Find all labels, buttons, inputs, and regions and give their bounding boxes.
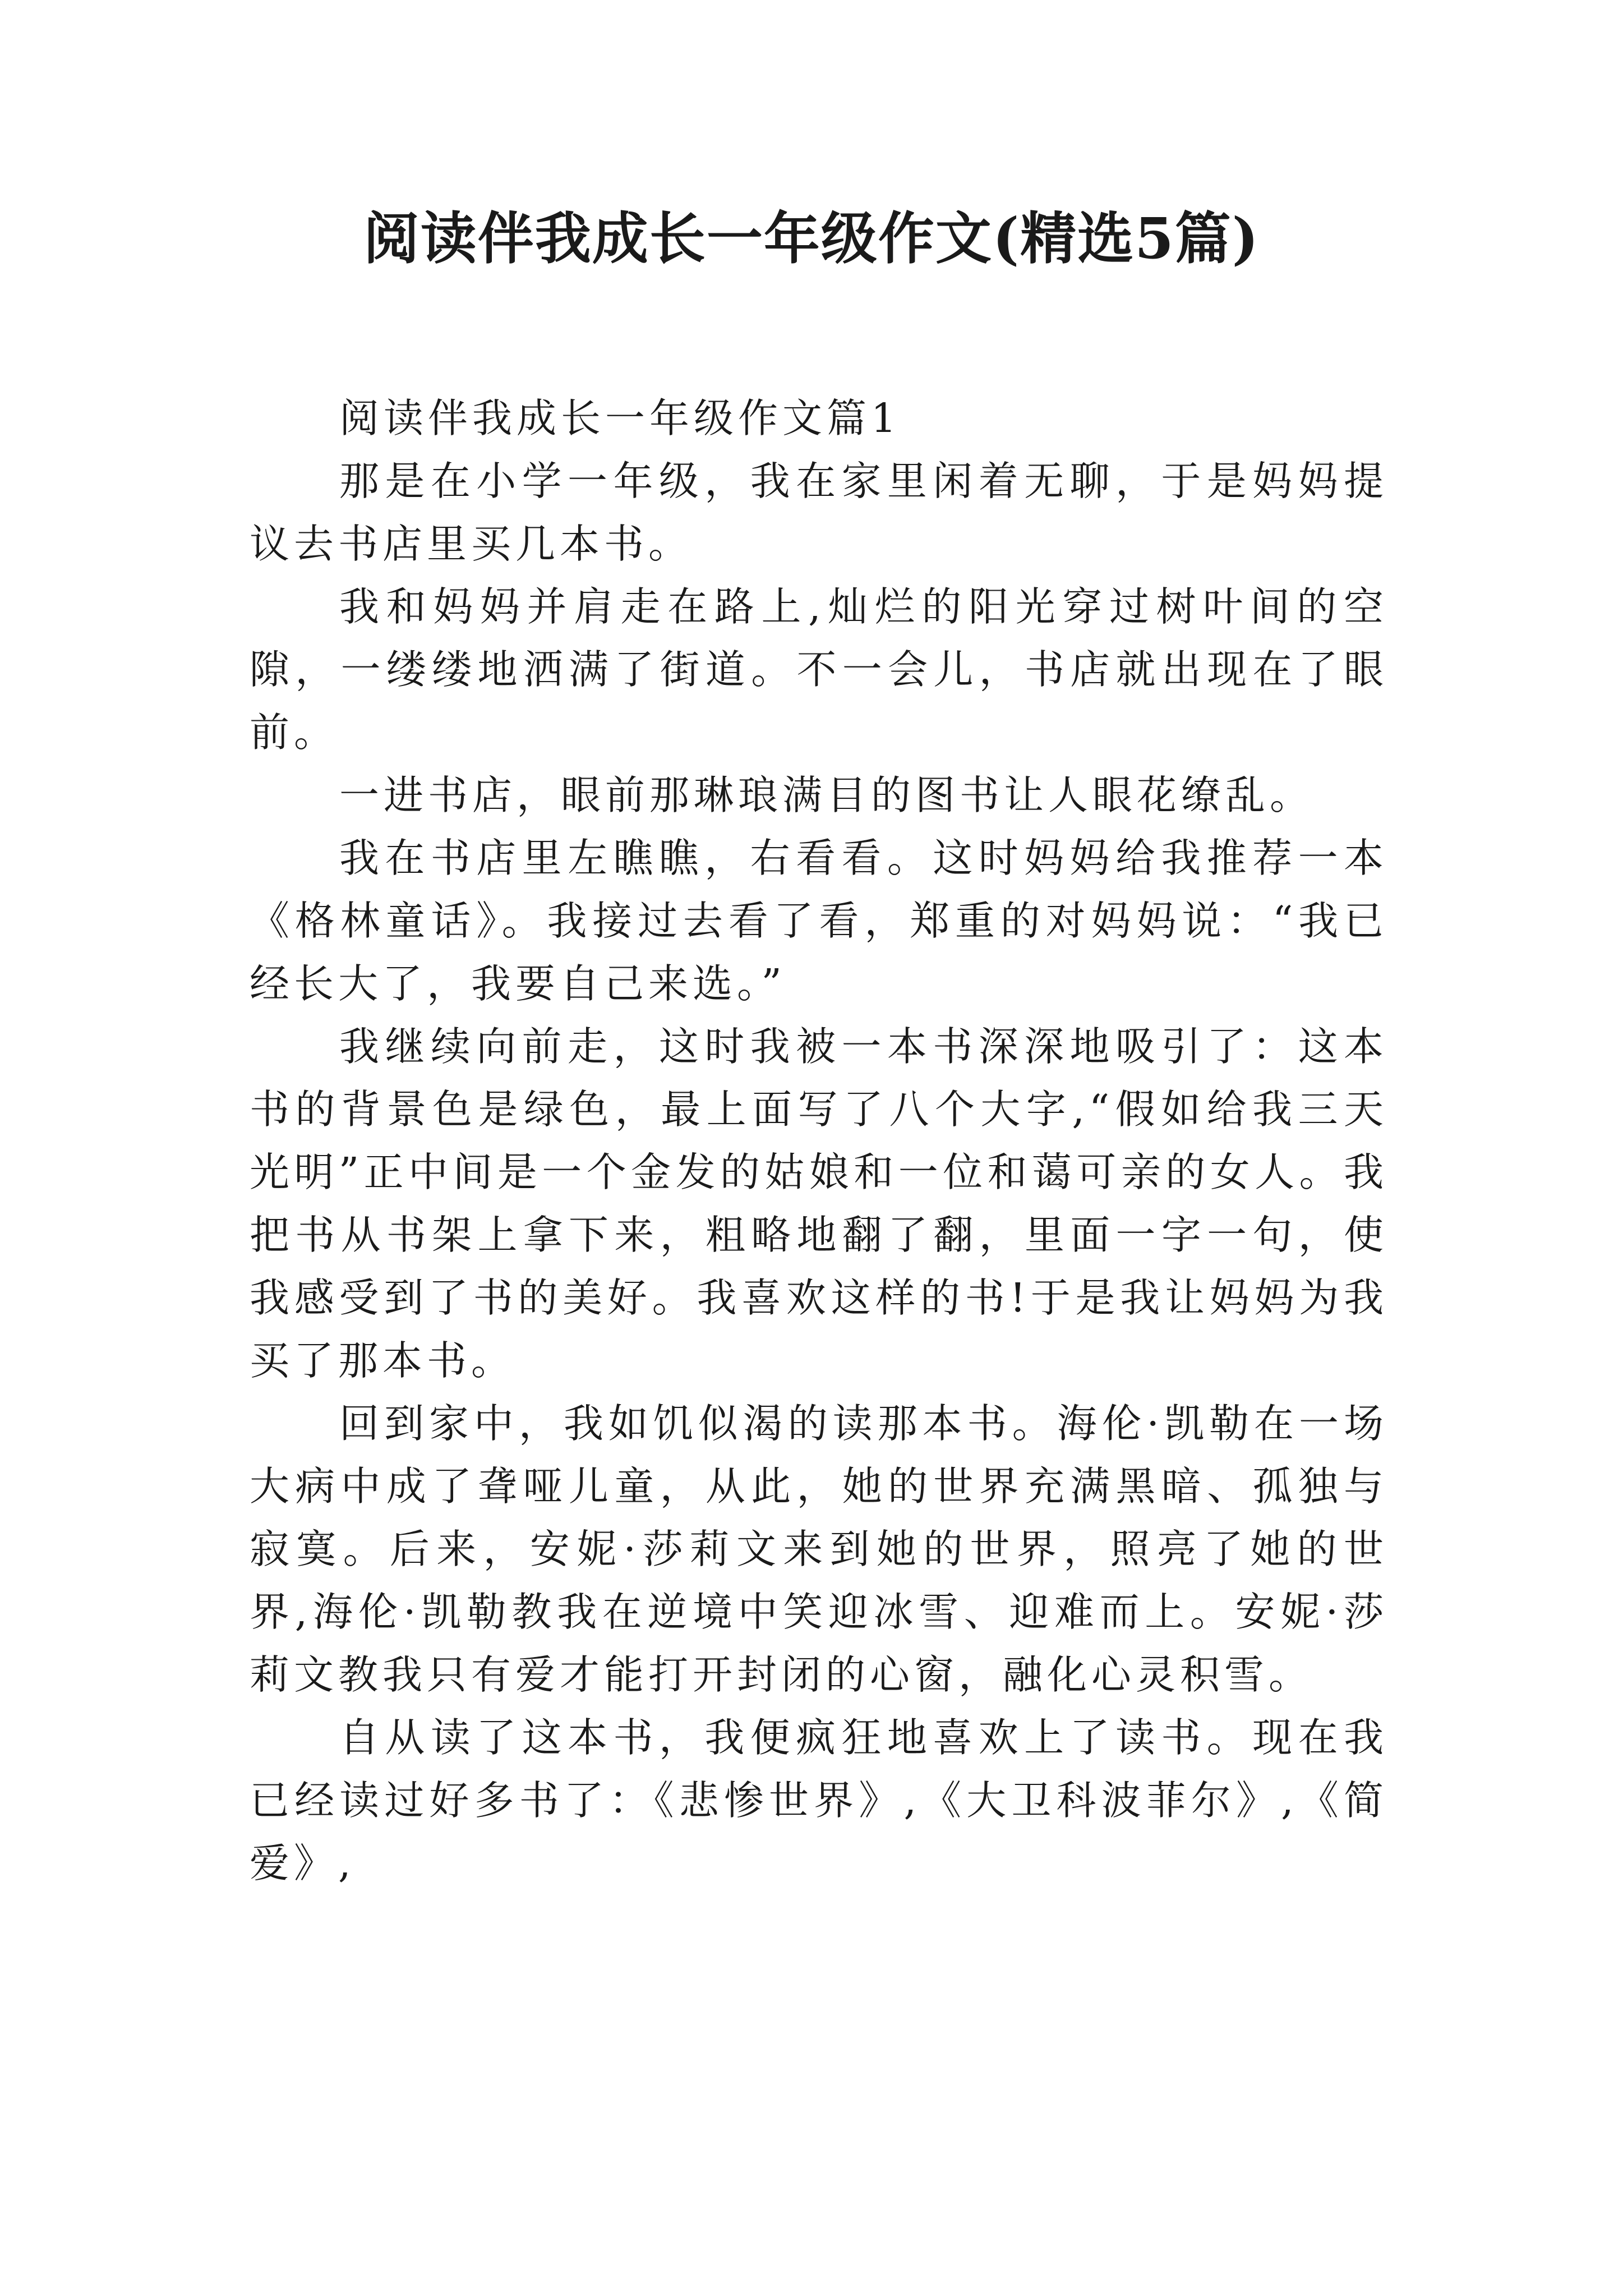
paragraph: 那是在小学一年级，我在家里闲着无聊，于是妈妈提议去书店里买几本书。 xyxy=(250,458,1388,567)
section-heading: 阅读伴我成长一年级作文篇1 xyxy=(339,395,901,441)
paragraph: 我在书店里左瞧瞧，右看看。这时妈妈给我推荐一本《格林童话》。我接过去看了看，郑重的对妈妈说：“我已经长大了，我要自己来选。” xyxy=(250,835,1388,1007)
paragraph: 我继续向前走，这时我被一本书深深地吸引了：这本书的背景色是绿色，最上面写了八个大字,“假如给我三天光明”正中间是一个金发的姑娘和一位和蔼可亲的女人。我把书从书架上拿下来，粗略地翻了翻，里面一字一句，使我感受到了书的美好。我喜欢这样的书!于是我让妈妈为我买了那本书。 xyxy=(250,1023,1388,1384)
paragraph: 一进书店，眼前那琳琅满目的图书让人眼花缭乱。 xyxy=(339,772,1315,818)
paragraph: 回到家中，我如饥似渴的读那本书。海伦·凯勒在一场大病中成了聋哑儿童，从此，她的世界充满黑暗、孤独与寂寞。后来，安妮·莎莉文来到她的世界，照亮了她的世界,海伦·凯勒教我在逆境中笑迎冰雪、迎难而上。安妮·莎莉文教我只有爱才能打开封闭的心窗，融化心灵积雪。 xyxy=(250,1400,1388,1698)
paragraph: 自从读了这本书，我便疯狂地喜欢上了读书。现在我已经读过好多书了：《悲惨世界》,《大卫科波菲尔》,《简爱》, xyxy=(250,1714,1388,1887)
document-body xyxy=(250,387,1388,1895)
paragraph: 我和妈妈并肩走在路上,灿烂的阳光穿过树叶间的空隙，一缕缕地洒满了街道。不一会儿，书店就出现在了眼前。 xyxy=(250,583,1388,756)
document-title: 阅读伴我成长一年级作文(精选5篇) xyxy=(363,205,1260,272)
